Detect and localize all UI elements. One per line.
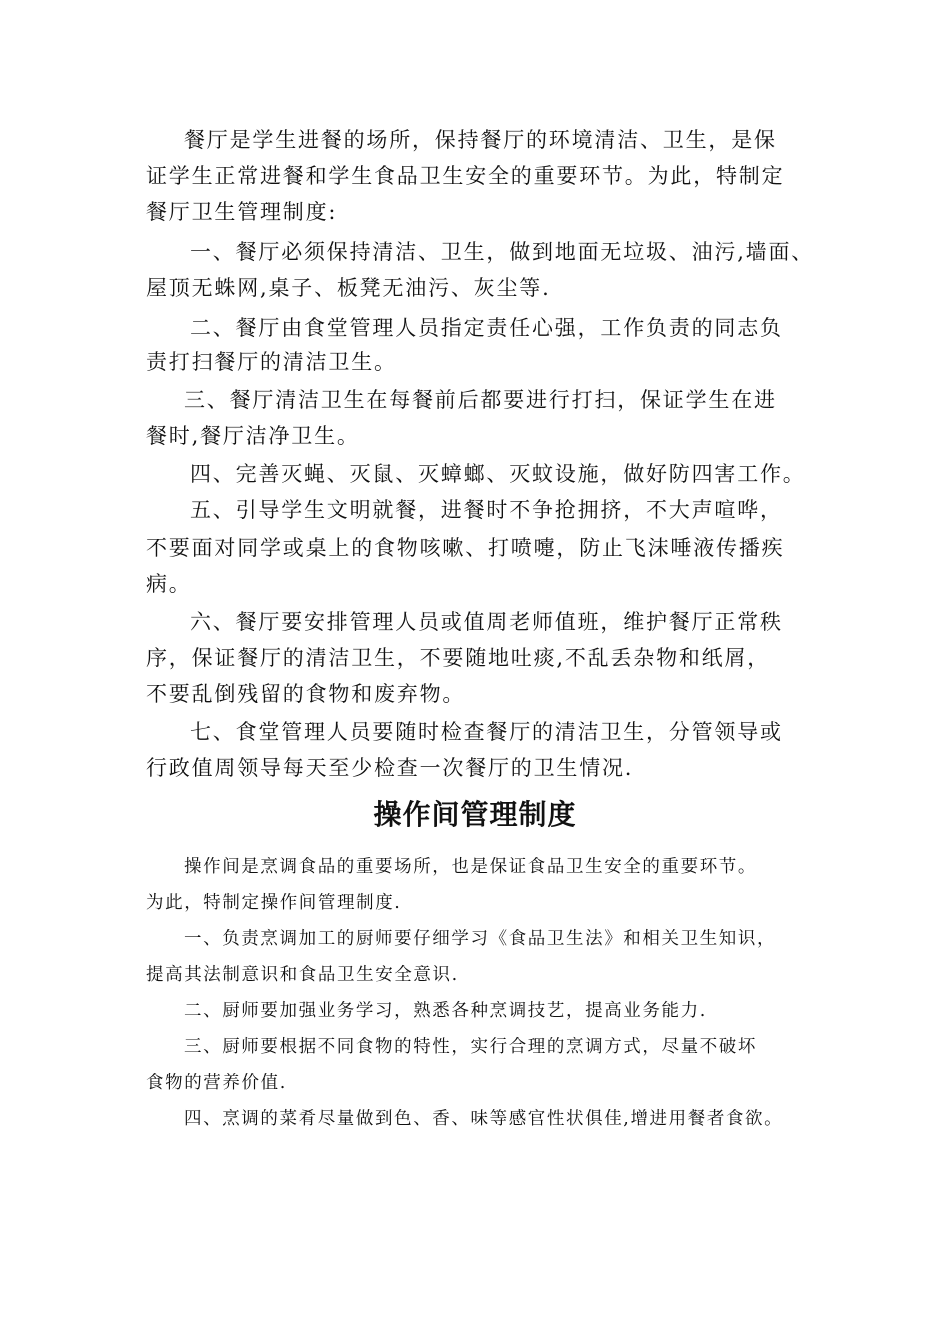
paragraph-line: 四、完善灭蝇、灭鼠、灭蟑螂、灭蚊设施，做好防四害工作。 [190, 462, 806, 486]
paragraph-line: 二、厨师要加强业务学习，熟悉各种烹调技艺，提高业务能力. [184, 1001, 707, 1021]
paragraph-line: 五、引导学生文明就餐，进餐时不争抢拥挤，不大声喧哗， [190, 498, 783, 522]
paragraph-line: 食物的营养价值. [146, 1073, 287, 1093]
paragraph-line: 不要面对同学或桌上的食物咳嗽、打喷嚏，防止飞沫唾液传播疾 [146, 536, 785, 560]
paragraph-line: 不要乱倒残留的食物和废弃物。 [146, 682, 466, 706]
paragraph-line: 序，保证餐厅的清洁卫生，不要随地吐痰,不乱丢杂物和纸屑， [146, 646, 771, 670]
paragraph-line: 为此，特制定操作间管理制度. [146, 893, 402, 913]
paragraph-line: 七、食堂管理人员要随时检查餐厅的清洁卫生，分管领导或 [190, 720, 783, 744]
paragraph-line: 二、餐厅由食堂管理人员指定责任心强，工作负责的同志负 [190, 316, 783, 340]
paragraph-line: 屋顶无蛛网,桌子、板凳无油污、灰尘等. [146, 276, 551, 300]
paragraph-line: 餐厅卫生管理制度: [146, 200, 338, 224]
paragraph-line: 病。 [146, 572, 192, 596]
paragraph-line: 六、餐厅要安排管理人员或值周老师值班，维护餐厅正常秩 [190, 610, 783, 634]
paragraph-line: 三、餐厅清洁卫生在每餐前后都要进行打扫，保证学生在进 [184, 388, 777, 412]
paragraph-line: 四、烹调的菜肴尽量做到色、香、味等感官性状俱佳,增进用餐者食欲。 [184, 1109, 784, 1129]
paragraph-line: 餐时,餐厅洁净卫生。 [146, 424, 360, 448]
section-title: 操作间管理制度 [373, 798, 577, 831]
paragraph-line: 提高其法制意识和食品卫生安全意识. [146, 965, 459, 985]
paragraph-line: 一、餐厅必须保持清洁、卫生，做到地面无垃圾、油污,墙面、 [190, 240, 815, 264]
paragraph-line: 三、厨师要根据不同食物的特性，实行合理的烹调方式，尽量不破坏 [184, 1037, 757, 1057]
paragraph-line: 证学生正常进餐和学生食品卫生安全的重要环节。为此，特制定 [146, 164, 785, 188]
paragraph-line: 操作间是烹调食品的重要场所，也是保证食品卫生安全的重要环节。 [184, 857, 757, 877]
paragraph-line: 行政值周领导每天至少检查一次餐厅的卫生情况. [146, 756, 634, 780]
paragraph-line: 责打扫餐厅的清洁卫生。 [146, 350, 397, 374]
paragraph-line: 一、负责烹调加工的厨师要仔细学习《食品卫生法》和相关卫生知识， [184, 929, 777, 949]
paragraph-line: 餐厅是学生进餐的场所，保持餐厅的环境清洁、卫生，是保 [184, 128, 777, 152]
